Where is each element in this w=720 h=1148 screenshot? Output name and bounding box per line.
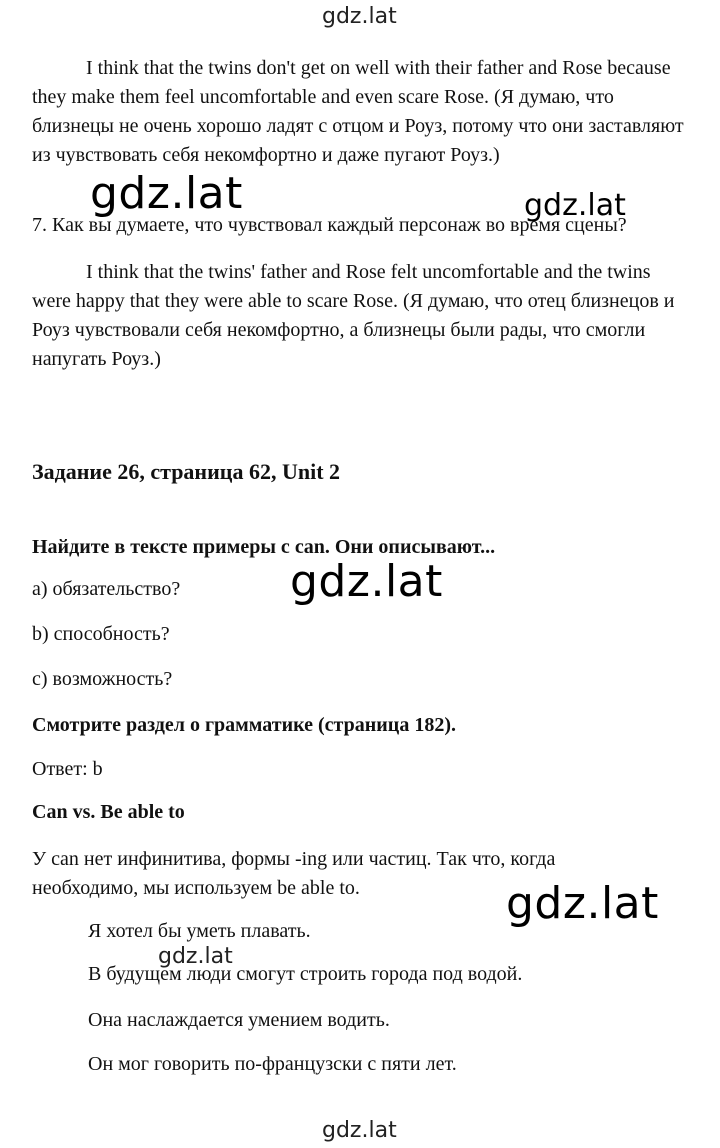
- option-c: c) возможность?: [32, 668, 173, 690]
- watermark-small-lower: gdz.lat: [158, 944, 233, 969]
- task-title: Задание 26, страница 62, Unit 2: [32, 459, 341, 484]
- question-7-answer: I think that the twins' father and Rose felt uncomfortable and the twins were happy that they were able to scare Rose. (Я думаю, что отец близнецов и Роуз чувствовали себя некомфортно, а близнецы были рады, что смогли напугать Роуз.): [32, 261, 675, 370]
- watermark-right-lower: gdz.lat: [506, 878, 659, 929]
- example-2: В будущем люди смогут строить города под водой.: [88, 963, 523, 985]
- example-4: Он мог говорить по-французски с пяти лет.: [88, 1053, 457, 1075]
- answer-6-paragraph: I think that the twins don't get on well with their father and Rose because they make them feel uncomfortable and even scare Rose. (Я думаю, что близнецы не очень хорошо ладят с отцом и Роуз, потому что они заставляют из чувствовать себя некомфортно и даже пугают Роуз.): [32, 57, 684, 166]
- example-1: Я хотел бы уметь плавать.: [88, 920, 311, 942]
- grammar-reference: Смотрите раздел о грамматике (страница 182).: [32, 714, 456, 736]
- watermark-bottom: gdz.lat: [322, 1118, 397, 1143]
- watermark-big-right: gdz.lat: [524, 188, 626, 223]
- grammar-heading: Can vs. Be able to: [32, 801, 185, 823]
- watermark-center: gdz.lat: [290, 556, 443, 607]
- task-answer: Ответ: b: [32, 758, 103, 780]
- grammar-explanation: У can нет инфинитива, формы -ing или частиц. Так что, когда необходимо, мы используем be able to.: [32, 848, 556, 899]
- question-7: 7. Как вы думаете, что чувствовал каждый персонаж во время сцены?: [32, 214, 627, 236]
- example-3: Она наслаждается умением водить.: [88, 1009, 390, 1031]
- watermark-top: gdz.lat: [322, 4, 397, 29]
- watermark-big-left: gdz.lat: [90, 168, 243, 219]
- task-instruction: Найдите в тексте примеры с can. Они описывают...: [32, 536, 496, 558]
- option-b: b) способность?: [32, 623, 170, 645]
- option-a: a) обязательство?: [32, 578, 181, 600]
